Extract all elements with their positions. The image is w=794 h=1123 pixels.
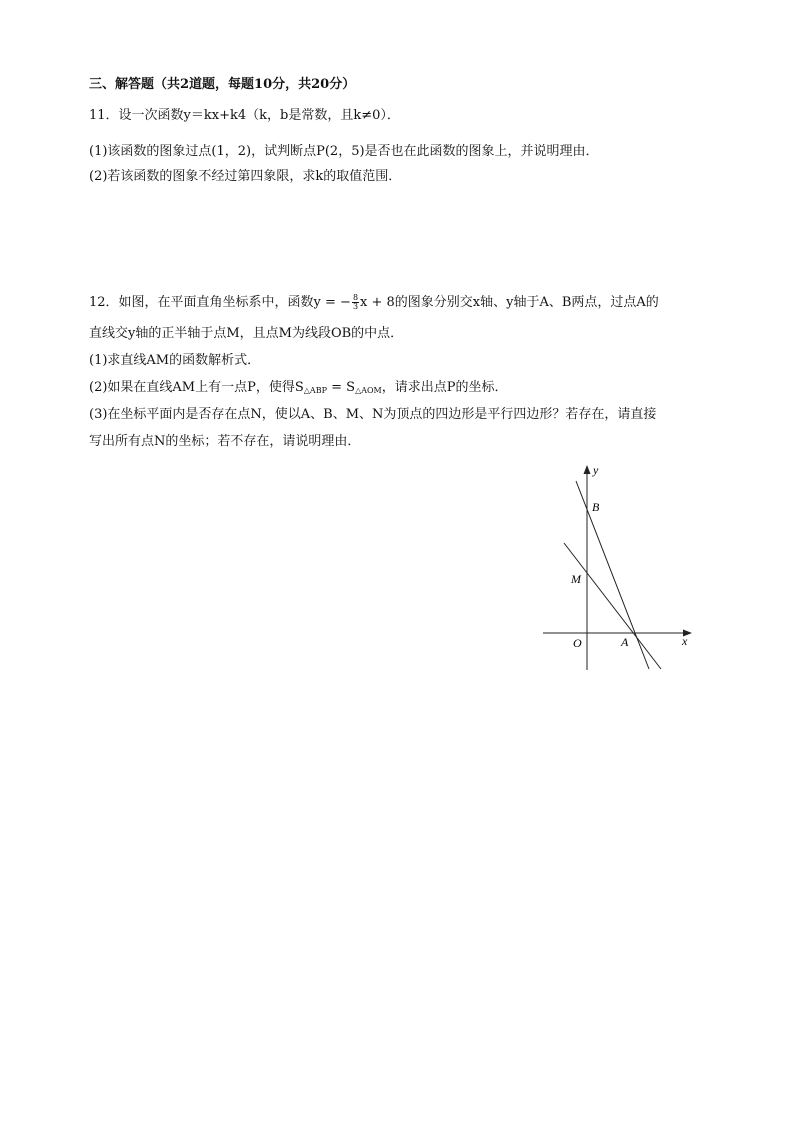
q12-part3-line1: (3)在坐标平面内是否存在点N，使以A、B、M、N为顶点的四边形是平行四边形？若存在，请直接 [89,407,657,422]
q11-part2: (2)若该函数的图象不经过第四象限，求k的取值范围． [89,169,402,184]
label-o: O [573,636,582,650]
q12-part2-after: ，请求出点P的坐标． [381,380,508,395]
q11-stem: 11．设一次函数y＝kx+k4（k，b是常数，且k≠0）． [89,108,400,123]
q12-part2-sub1: △ABP [303,386,327,395]
q12-stem-before: 12．如图，在平面直角坐标系中，函数y = − [89,295,351,310]
q12-stem-line2: 直线交y轴的正半轴于点M，且点M为线段OB的中点． [89,326,404,341]
label-b: B [592,500,600,514]
label-y: y [593,463,599,477]
y-axis-arrow-icon [584,465,591,474]
q12-stem-after: x + 8的图象分别交x轴、y轴于A、B两点，过点A的 [360,295,659,310]
label-a: A [621,635,629,649]
section-title: 三、解答题（共2道题，每题10分，共20分） [89,77,356,92]
q12-part2-sub2: △AOM [355,386,382,395]
q12-part1: (1)求直线AM的函数解析式． [89,353,261,368]
q12-part2-before: (2)如果在直线AM上有一点P，使得S [89,380,304,395]
line-am [564,543,661,669]
fraction-denominator: 3 [352,302,359,311]
q11-part1: (1)该函数的图象过点(1，2)，试判断点P(2，5)是否也在此函数的图象上，并说明理由． [89,144,599,159]
label-m: M [571,572,581,586]
q12-part3-line2: 写出所有点N的坐标；若不存在，请说明理由． [89,434,361,449]
q12-part2-mid: = S [326,380,356,395]
label-x: x [682,634,688,648]
fraction-numerator: 8 [352,293,359,302]
